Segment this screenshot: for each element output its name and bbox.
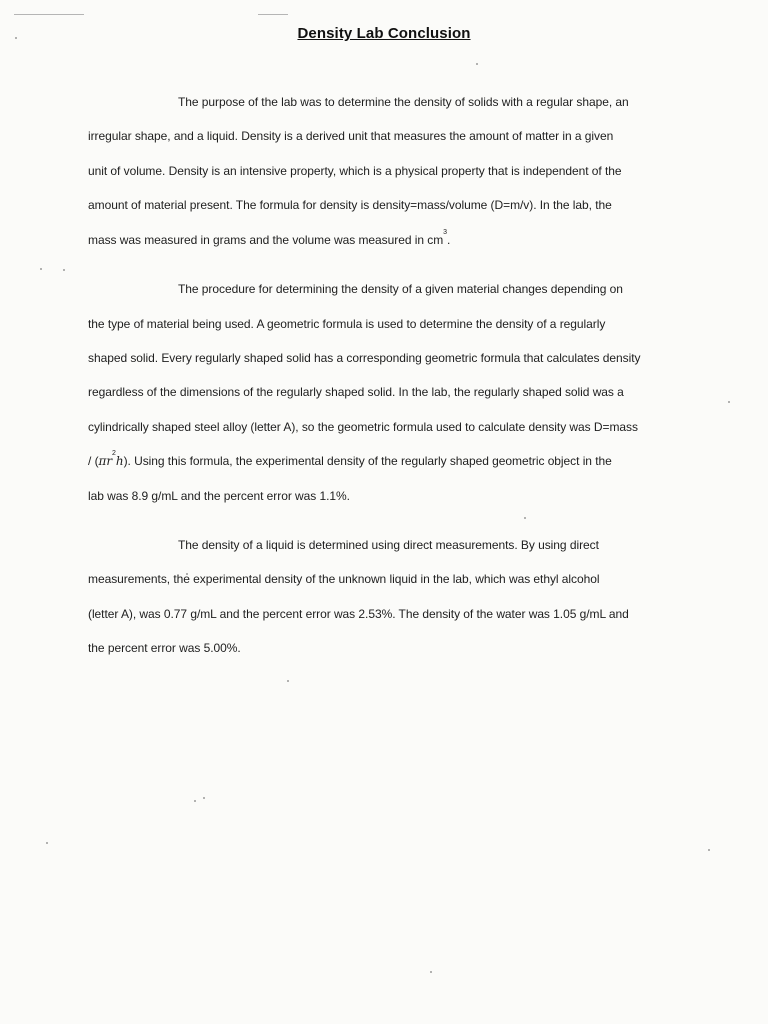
paragraph-3-line: The density of a liquid is determined using direct measurements. By using direct — [178, 538, 599, 552]
sentence-period: . — [447, 233, 451, 247]
scan-speck — [708, 849, 710, 851]
paragraph-1-line — [88, 229, 451, 247]
formula-h: h — [115, 454, 124, 468]
paragraph-2-line: the type of material being used. A geometric formula is used to determine the density of a regularly — [88, 317, 606, 331]
formula-prefix: / ( — [88, 454, 99, 468]
formula-exponent: 2 — [112, 450, 116, 457]
paragraph-2-line: The procedure for determining the density of a given material changes depending on — [178, 282, 623, 296]
scan-speck — [46, 842, 48, 844]
scan-artifact — [14, 14, 84, 15]
scan-speck — [476, 63, 478, 65]
scan-speck — [728, 401, 730, 403]
paragraph-1-line: The purpose of the lab was to determine the density of solids with a regular shape, an — [178, 95, 629, 109]
paragraph-3-line: measurements, the experimental density of the unknown liquid in the lab, which was ethyl alcohol — [88, 572, 600, 586]
paragraph-2-formula-line — [88, 450, 612, 468]
scan-speck — [194, 800, 196, 802]
formula-suffix: ). Using this formula, the experimental density of the regularly shaped geometric object in the — [123, 454, 612, 468]
cubic-superscript: 3 — [443, 229, 447, 236]
scan-speck — [524, 517, 526, 519]
paragraph-2-line: regardless of the dimensions of the regularly shaped solid. In the lab, the regularly shaped solid was a — [88, 385, 624, 399]
scan-speck — [203, 797, 205, 799]
paragraph-2-line: lab was 8.9 g/mL and the percent error was 1.1%. — [88, 489, 350, 503]
scan-artifact — [258, 14, 288, 15]
scan-speck — [40, 268, 42, 270]
paragraph-1-line: amount of material present. The formula for density is density=mass/volume (D=m/v). In the lab, the — [88, 198, 612, 212]
scan-speck — [63, 269, 65, 271]
paragraph-1-line: irregular shape, and a liquid. Density is a derived unit that measures the amount of matter in a given — [88, 129, 614, 143]
formula-pi: π — [98, 454, 107, 468]
scan-speck — [430, 971, 432, 973]
scan-speck — [287, 680, 289, 682]
formula-r: r — [106, 454, 113, 468]
paragraph-1-line: unit of volume. Density is an intensive property, which is a physical property that is independent of the — [88, 164, 622, 178]
paragraph-3-line: (letter A), was 0.77 g/mL and the percent error was 2.53%. The density of the water was 1.05 g/mL and — [88, 607, 629, 621]
paragraph-3-line: the percent error was 5.00%. — [88, 641, 241, 655]
document-title: Density Lab Conclusion — [297, 25, 471, 42]
paragraph-2-line: cylindrically shaped steel alloy (letter A), so the geometric formula used to calculate density was D=mass — [88, 420, 638, 434]
paragraph-2-line: shaped solid. Every regularly shaped solid has a corresponding geometric formula that calculates density — [88, 351, 641, 365]
paragraph-1-last-text: mass was measured in grams and the volume was measured in cm — [88, 233, 444, 247]
